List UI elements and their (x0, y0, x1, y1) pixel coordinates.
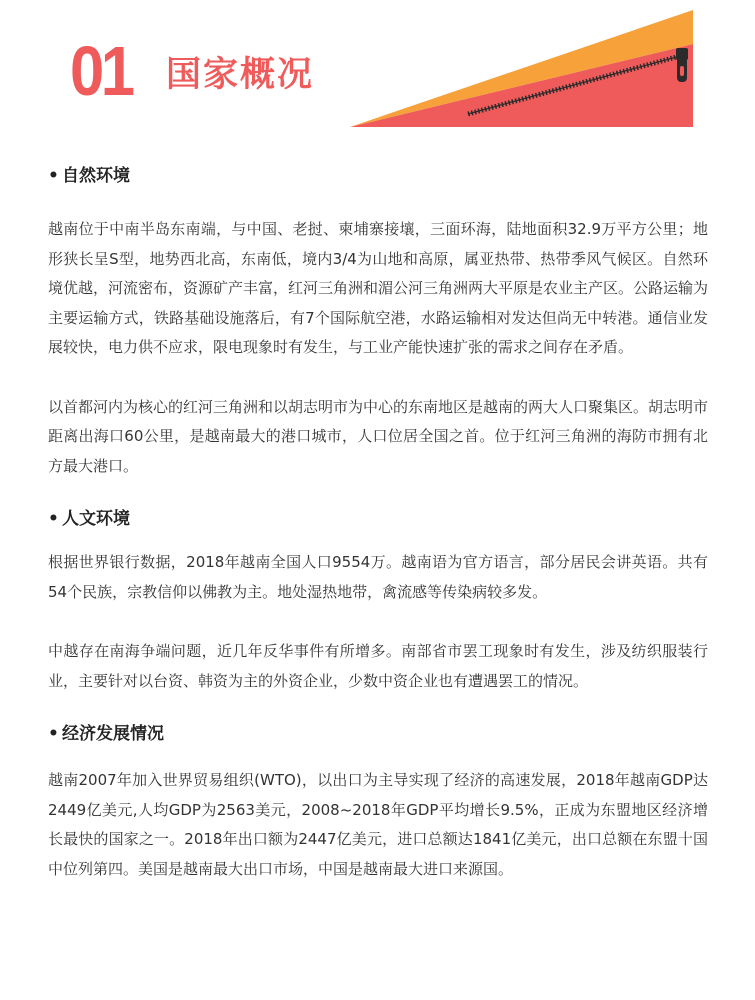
section-economic-development (48, 720, 708, 884)
paragraph: 中越存在南海争端问题，近几年反华事件有所增多。南部省市罢工现象时有发生，涉及纺织服装行业，主要针对以台资、韩资为主的外资企业，少数中资企业也有遭遇罢工的情况。 (48, 642, 708, 690)
section-heading (48, 720, 708, 748)
section-natural-environment (48, 162, 708, 481)
section-title: 国家概况 (166, 55, 315, 95)
section-heading-text: 自然环境 (62, 166, 130, 186)
section-heading-text: 经济发展情况 (62, 724, 164, 744)
paragraph: 越南2007年加入世界贸易组织(WTO)，以出口为主导实现了经济的高速发展，2018年越南GDP达2449亿美元,人均GDP为2563美元，2008~2018年GDP平均增长9.5%，正成为东盟地区经济增长最快的国家之一。2018年出口额为2447亿美元，进口总额达1841亿美元，出口总额在东盟十国中位列第四。美国是越南最大出口市场，中国是越南最大进口来源国。 (48, 771, 708, 878)
bullet-dot-icon: • (48, 166, 59, 186)
section-header (0, 0, 755, 140)
paragraph: 越南位于中南半岛东南端，与中国、老挝、柬埔寨接壤，三面环海，陆地面积32.9万平方公里；地形狭长呈S型，地势西北高，东南低，境内3/4为山地和高原，属亚热带、热带季风气候区。自然环境优越，河流密布，资源矿产丰富，红河三角洲和湄公河三角洲两大平原是农业主产区。公路运输为主要运输方式，铁路基础设施落后，有7个国际航空港，水路运输相对发达但尚无中转港。通信业发展较快，电力供不应求，限电现象时有发生，与工业产能快速扩张的需求之间存在矛盾。 (48, 220, 709, 356)
section-heading (48, 505, 708, 533)
section-number: 01 (70, 32, 132, 110)
zipper-pull-icon (676, 48, 688, 82)
bullet-dot-icon: • (48, 724, 59, 744)
section-heading-text: 人文环境 (62, 509, 130, 529)
section-heading (48, 162, 708, 190)
article-content (48, 162, 708, 884)
bullet-dot-icon: • (48, 509, 59, 529)
zipper-banner-graphic (350, 8, 695, 130)
paragraph: 以首都河内为核心的红河三角洲和以胡志明市为中心的东南地区是越南的两大人口聚集区。胡志明市距离出海口60公里，是越南最大的港口城市，人口位居全国之首。位于红河三角洲的海防市拥有北方最大港口。 (48, 397, 709, 475)
paragraph: 根据世界银行数据，2018年越南全国人口9554万。越南语为官方语言，部分居民会讲英语。共有54个民族，宗教信仰以佛教为主。地处湿热地带，禽流感等传染病较多发。 (48, 553, 708, 601)
section-cultural-environment (48, 505, 708, 696)
